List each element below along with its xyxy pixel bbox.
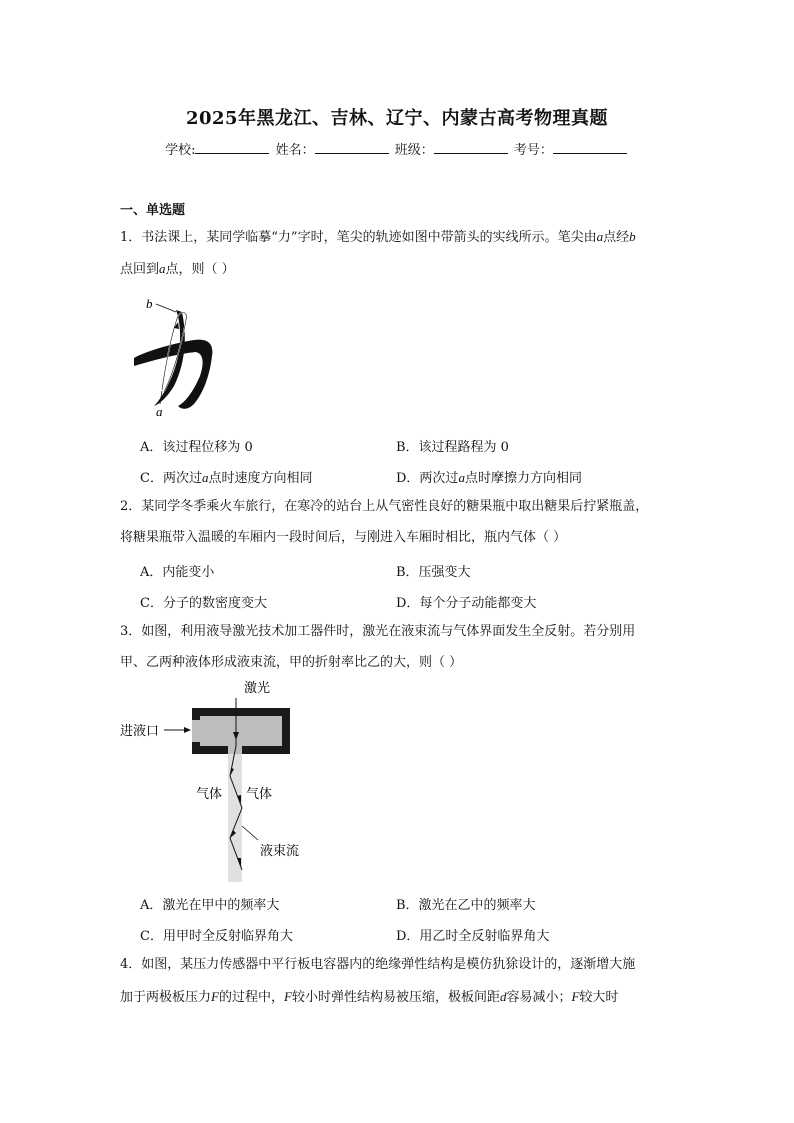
q2-line2: 将糖果瓶带入温暖的车厢内一段时间后，与刚进入车厢时相比，瓶内气体（ ） [120,530,567,545]
q3-line1: 3．如图，利用液导激光技术加工器件时，激光在液束流与气体界面发生全反射。若分别用 [120,624,636,639]
q2-option-c[interactable]: C．分子的数密度变大 [140,596,267,611]
q2-option-b[interactable]: B．压强变大 [396,565,471,580]
q1-option-b[interactable]: B．该过程路程为 0 [396,440,509,455]
class-label: 班级： [394,143,434,158]
q1-line1: 1．书法课上，某同学临摹“力”字时，笔尖的轨迹如图中带箭头的实线所示。笔尖由a点经b [120,229,636,245]
q2-option-a[interactable]: A．内能变小 [140,565,215,580]
q3-option-c[interactable]: C．用甲时全反射临界角大 [140,929,293,944]
class-blank[interactable] [434,141,508,154]
q2-option-d[interactable]: D．每个分子动能都变大 [396,596,537,611]
q2-line1: 2．某同学冬季乘火车旅行，在寒冷的站台上从气密性良好的糖果瓶中取出糖果后拧紧瓶盖， [120,499,649,514]
school-label: 学校: [165,143,196,158]
q3-line2: 甲、乙两种液体形成液束流，甲的折射率比乙的大，则（ ） [120,655,463,670]
name-label: 姓名： [275,143,315,158]
exam-no-label: 考号： [513,143,553,158]
q1-option-c[interactable]: C．两次过a点时速度方向相同 [140,470,313,486]
q3-fig-stream-label: 液束流 [260,843,300,858]
q1-option-d[interactable]: D．两次过a点时摩擦力方向相同 [396,470,582,486]
q4-line1: 4．如图，某压力传感器中平行板电容器内的绝缘弹性结构是模仿犰狳设计的，逐渐增大施 [120,957,636,972]
q3-option-b[interactable]: B．激光在乙中的频率大 [396,898,536,913]
q3-fig-inlet-label: 进液口 [120,723,160,738]
student-info-line [0,139,794,158]
q3-fig-laser-label: 激光 [244,680,271,695]
q3-option-d[interactable]: D．用乙时全反射临界角大 [396,929,550,944]
q3-fig-gas-right-label: 气体 [246,786,273,801]
q1-fig-label-a: a [156,404,163,419]
exam-no-blank[interactable] [553,141,627,154]
section-heading: 一、单选题 [120,203,186,218]
q4-line2: 加于两极板压力F的过程中，F较小时弹性结构易被压缩，极板间距d容易减小；F较大时 [120,989,619,1005]
page-title: 2025年黑龙江、吉林、辽宁、内蒙古高考物理真题 [185,108,609,129]
name-blank[interactable] [315,141,389,154]
q3-figure-liquid-laser [112,676,312,886]
q1-option-a[interactable]: A．该过程位移为 0 [140,440,253,455]
school-blank[interactable] [195,141,269,154]
q3-fig-gas-left-label: 气体 [196,786,223,801]
q1-line2: 点回到a点，则（ ） [120,261,235,277]
q3-option-a[interactable]: A．激光在甲中的频率大 [140,898,280,913]
q1-figure-li-character [120,292,230,420]
q1-fig-label-b: b [146,296,153,311]
